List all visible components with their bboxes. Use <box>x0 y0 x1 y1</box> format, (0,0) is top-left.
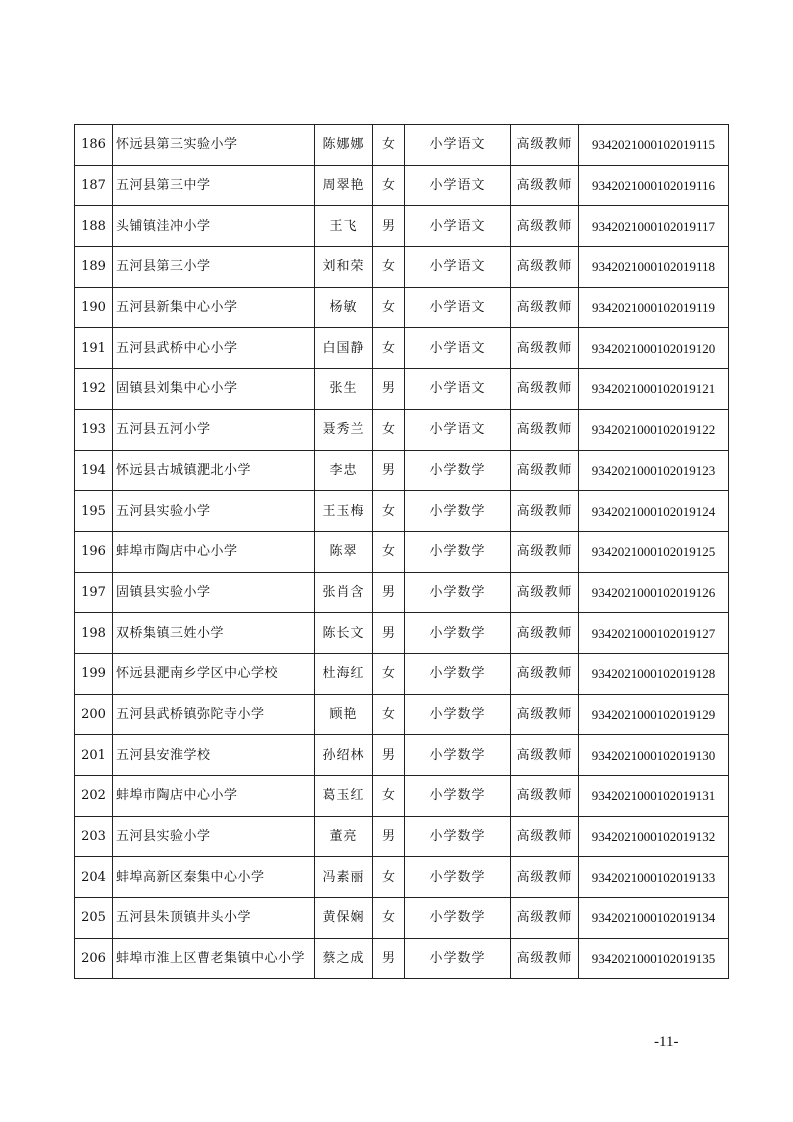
row-number-cell: 204 <box>75 857 113 898</box>
table-row <box>75 247 729 288</box>
subject-cell: 小学数学 <box>405 816 511 857</box>
certificate-number-cell: 9342021000102019123 <box>579 450 729 491</box>
row-number-cell: 201 <box>75 735 113 776</box>
gender-cell: 女 <box>373 125 405 166</box>
row-number-cell: 205 <box>75 898 113 939</box>
title-cell: 高级教师 <box>511 206 579 247</box>
teacher-name-cell: 冯素丽 <box>315 857 373 898</box>
teacher-name-cell: 白国静 <box>315 328 373 369</box>
table-row <box>75 613 729 654</box>
school-cell: 固镇县刘集中心小学 <box>113 369 315 410</box>
school-cell: 五河县安淮学校 <box>113 735 315 776</box>
teacher-name-cell: 杨敏 <box>315 287 373 328</box>
table-row <box>75 938 729 979</box>
certificate-number-cell: 9342021000102019117 <box>579 206 729 247</box>
title-cell: 高级教师 <box>511 898 579 939</box>
table-row <box>75 328 729 369</box>
certificate-number-cell: 9342021000102019116 <box>579 165 729 206</box>
subject-cell: 小学数学 <box>405 898 511 939</box>
subject-cell: 小学数学 <box>405 491 511 532</box>
teacher-name-cell: 李忠 <box>315 450 373 491</box>
teacher-name-cell: 陈长文 <box>315 613 373 654</box>
table-row <box>75 206 729 247</box>
table-row <box>75 653 729 694</box>
teacher-name-cell: 黄保娴 <box>315 898 373 939</box>
gender-cell: 男 <box>373 613 405 654</box>
school-cell: 五河县武桥中心小学 <box>113 328 315 369</box>
teacher-name-cell: 陈娜娜 <box>315 125 373 166</box>
gender-cell: 女 <box>373 328 405 369</box>
row-number-cell: 199 <box>75 653 113 694</box>
subject-cell: 小学数学 <box>405 572 511 613</box>
title-cell: 高级教师 <box>511 369 579 410</box>
gender-cell: 女 <box>373 165 405 206</box>
table-row <box>75 287 729 328</box>
school-cell: 五河县实验小学 <box>113 816 315 857</box>
table-row <box>75 857 729 898</box>
row-number-cell: 190 <box>75 287 113 328</box>
title-cell: 高级教师 <box>511 165 579 206</box>
gender-cell: 男 <box>373 369 405 410</box>
table-row <box>75 165 729 206</box>
subject-cell: 小学语文 <box>405 247 511 288</box>
gender-cell: 男 <box>373 938 405 979</box>
title-cell: 高级教师 <box>511 287 579 328</box>
subject-cell: 小学语文 <box>405 125 511 166</box>
certificate-number-cell: 9342021000102019127 <box>579 613 729 654</box>
row-number-cell: 197 <box>75 572 113 613</box>
certificate-number-cell: 9342021000102019119 <box>579 287 729 328</box>
table-row <box>75 531 729 572</box>
row-number-cell: 193 <box>75 409 113 450</box>
gender-cell: 男 <box>373 735 405 776</box>
gender-cell: 女 <box>373 857 405 898</box>
school-cell: 蚌埠市陶店中心小学 <box>113 531 315 572</box>
subject-cell: 小学数学 <box>405 776 511 817</box>
table-row <box>75 694 729 735</box>
title-cell: 高级教师 <box>511 531 579 572</box>
subject-cell: 小学数学 <box>405 653 511 694</box>
certificate-number-cell: 9342021000102019131 <box>579 776 729 817</box>
gender-cell: 男 <box>373 450 405 491</box>
row-number-cell: 187 <box>75 165 113 206</box>
teacher-name-cell: 张肖含 <box>315 572 373 613</box>
subject-cell: 小学语文 <box>405 369 511 410</box>
school-cell: 五河县第三小学 <box>113 247 315 288</box>
row-number-cell: 206 <box>75 938 113 979</box>
gender-cell: 男 <box>373 206 405 247</box>
title-cell: 高级教师 <box>511 572 579 613</box>
certificate-number-cell: 9342021000102019118 <box>579 247 729 288</box>
subject-cell: 小学语文 <box>405 206 511 247</box>
teacher-name-cell: 周翠艳 <box>315 165 373 206</box>
school-cell: 蚌埠高新区秦集中心小学 <box>113 857 315 898</box>
gender-cell: 女 <box>373 653 405 694</box>
teacher-name-cell: 刘和荣 <box>315 247 373 288</box>
title-cell: 高级教师 <box>511 328 579 369</box>
gender-cell: 男 <box>373 572 405 613</box>
roster-body <box>75 125 729 979</box>
table-row <box>75 572 729 613</box>
row-number-cell: 200 <box>75 694 113 735</box>
certificate-number-cell: 9342021000102019132 <box>579 816 729 857</box>
school-cell: 五河县新集中心小学 <box>113 287 315 328</box>
school-cell: 怀远县第三实验小学 <box>113 125 315 166</box>
school-cell: 怀远县古城镇淝北小学 <box>113 450 315 491</box>
school-cell: 五河县武桥镇弥陀寺小学 <box>113 694 315 735</box>
gender-cell: 女 <box>373 694 405 735</box>
gender-cell: 女 <box>373 898 405 939</box>
certificate-number-cell: 9342021000102019125 <box>579 531 729 572</box>
table-row <box>75 450 729 491</box>
row-number-cell: 191 <box>75 328 113 369</box>
teacher-name-cell: 聂秀兰 <box>315 409 373 450</box>
subject-cell: 小学数学 <box>405 613 511 654</box>
gender-cell: 女 <box>373 531 405 572</box>
certificate-number-cell: 9342021000102019135 <box>579 938 729 979</box>
table-row <box>75 409 729 450</box>
subject-cell: 小学数学 <box>405 694 511 735</box>
subject-cell: 小学数学 <box>405 735 511 776</box>
title-cell: 高级教师 <box>511 735 579 776</box>
certificate-number-cell: 9342021000102019128 <box>579 653 729 694</box>
table-row <box>75 491 729 532</box>
certificate-number-cell: 9342021000102019126 <box>579 572 729 613</box>
school-cell: 双桥集镇三姓小学 <box>113 613 315 654</box>
gender-cell: 女 <box>373 409 405 450</box>
row-number-cell: 194 <box>75 450 113 491</box>
teacher-name-cell: 张生 <box>315 369 373 410</box>
table-row <box>75 776 729 817</box>
certificate-number-cell: 9342021000102019124 <box>579 491 729 532</box>
title-cell: 高级教师 <box>511 857 579 898</box>
subject-cell: 小学数学 <box>405 938 511 979</box>
certificate-number-cell: 9342021000102019130 <box>579 735 729 776</box>
title-cell: 高级教师 <box>511 409 579 450</box>
title-cell: 高级教师 <box>511 938 579 979</box>
school-cell: 五河县五河小学 <box>113 409 315 450</box>
teacher-roster-table <box>74 124 729 979</box>
teacher-name-cell: 蔡之成 <box>315 938 373 979</box>
certificate-number-cell: 9342021000102019120 <box>579 328 729 369</box>
teacher-name-cell: 葛玉红 <box>315 776 373 817</box>
subject-cell: 小学语文 <box>405 328 511 369</box>
row-number-cell: 198 <box>75 613 113 654</box>
row-number-cell: 188 <box>75 206 113 247</box>
school-cell: 蚌埠市淮上区曹老集镇中心小学 <box>113 938 315 979</box>
teacher-name-cell: 王飞 <box>315 206 373 247</box>
row-number-cell: 186 <box>75 125 113 166</box>
table-row <box>75 125 729 166</box>
table-row <box>75 898 729 939</box>
title-cell: 高级教师 <box>511 491 579 532</box>
school-cell: 固镇县实验小学 <box>113 572 315 613</box>
subject-cell: 小学语文 <box>405 409 511 450</box>
certificate-number-cell: 9342021000102019115 <box>579 125 729 166</box>
school-cell: 蚌埠市陶店中心小学 <box>113 776 315 817</box>
teacher-name-cell: 孙绍林 <box>315 735 373 776</box>
title-cell: 高级教师 <box>511 694 579 735</box>
school-cell: 五河县实验小学 <box>113 491 315 532</box>
row-number-cell: 196 <box>75 531 113 572</box>
title-cell: 高级教师 <box>511 613 579 654</box>
title-cell: 高级教师 <box>511 816 579 857</box>
gender-cell: 女 <box>373 776 405 817</box>
subject-cell: 小学语文 <box>405 287 511 328</box>
gender-cell: 女 <box>373 287 405 328</box>
school-cell: 五河县第三中学 <box>113 165 315 206</box>
subject-cell: 小学数学 <box>405 450 511 491</box>
row-number-cell: 195 <box>75 491 113 532</box>
title-cell: 高级教师 <box>511 125 579 166</box>
certificate-number-cell: 9342021000102019121 <box>579 369 729 410</box>
gender-cell: 女 <box>373 247 405 288</box>
teacher-name-cell: 董亮 <box>315 816 373 857</box>
title-cell: 高级教师 <box>511 776 579 817</box>
certificate-number-cell: 9342021000102019129 <box>579 694 729 735</box>
school-cell: 五河县朱顶镇井头小学 <box>113 898 315 939</box>
title-cell: 高级教师 <box>511 247 579 288</box>
row-number-cell: 203 <box>75 816 113 857</box>
subject-cell: 小学数学 <box>405 531 511 572</box>
school-cell: 头铺镇洼冲小学 <box>113 206 315 247</box>
certificate-number-cell: 9342021000102019134 <box>579 898 729 939</box>
row-number-cell: 189 <box>75 247 113 288</box>
page-number: -11- <box>654 1034 679 1050</box>
teacher-name-cell: 陈翠 <box>315 531 373 572</box>
teacher-name-cell: 王玉梅 <box>315 491 373 532</box>
row-number-cell: 202 <box>75 776 113 817</box>
certificate-number-cell: 9342021000102019133 <box>579 857 729 898</box>
table-row <box>75 735 729 776</box>
school-cell: 怀远县淝南乡学区中心学校 <box>113 653 315 694</box>
title-cell: 高级教师 <box>511 450 579 491</box>
row-number-cell: 192 <box>75 369 113 410</box>
teacher-name-cell: 杜海红 <box>315 653 373 694</box>
subject-cell: 小学语文 <box>405 165 511 206</box>
gender-cell: 女 <box>373 491 405 532</box>
gender-cell: 男 <box>373 816 405 857</box>
subject-cell: 小学数学 <box>405 857 511 898</box>
table-row <box>75 816 729 857</box>
table-row <box>75 369 729 410</box>
teacher-name-cell: 顾艳 <box>315 694 373 735</box>
title-cell: 高级教师 <box>511 653 579 694</box>
certificate-number-cell: 9342021000102019122 <box>579 409 729 450</box>
